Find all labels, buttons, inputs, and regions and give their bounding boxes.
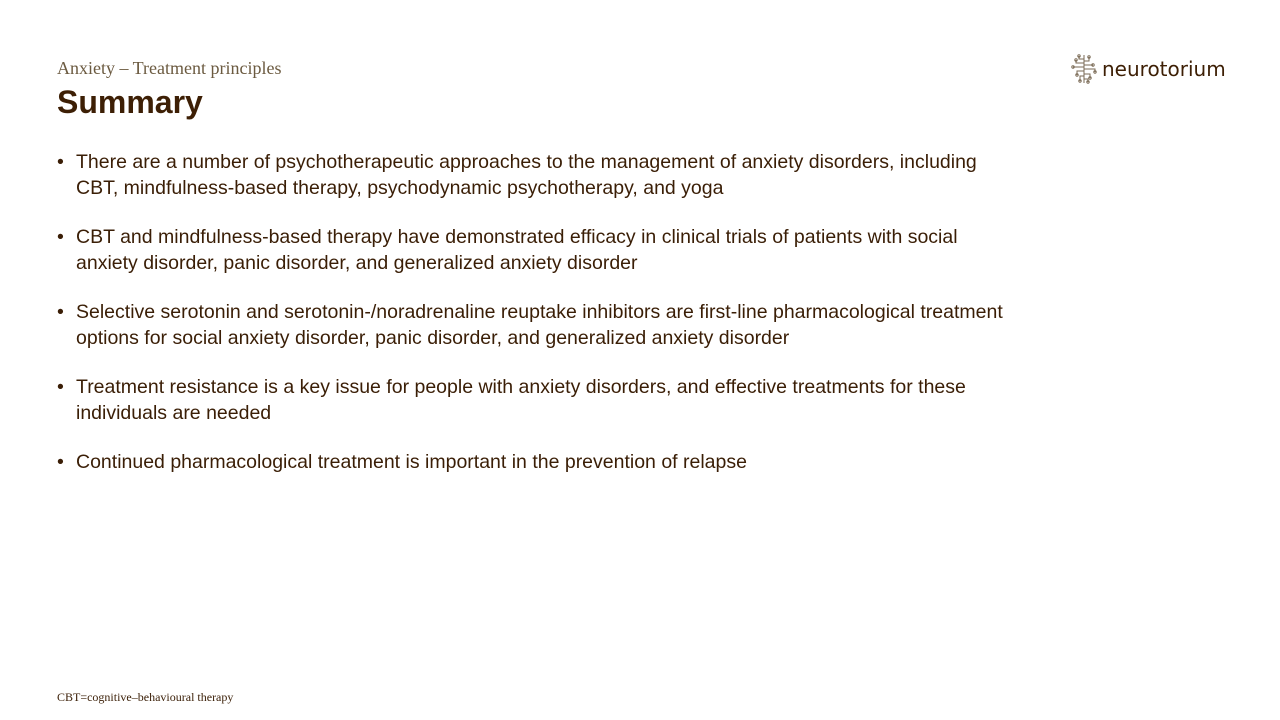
summary-bullet-list [57,150,1017,500]
bullet-text: CBT and mindfulness-based therapy have demonstrated efficacy in clinical trials of patients with social anxiety disorder, panic disorder, and generalized anxiety disorder [76,226,958,274]
neurotorium-logo [1071,53,1226,85]
slide-title: Summary [57,84,203,120]
bullet-marker: • [57,376,64,398]
list-item [57,300,1017,351]
brain-circuit-icon [1071,53,1097,85]
bullet-marker: • [57,451,64,473]
list-item [57,150,1017,201]
bullet-marker: • [57,151,64,173]
abbreviation-footnote: CBT=cognitive–behavioural therapy [57,690,234,704]
list-item [57,375,1017,426]
list-item [57,225,1017,276]
bullet-text: Selective serotonin and serotonin-/noradrenaline reuptake inhibitors are first-line pharmacological treatment options for social anxiety disorder, panic disorder, and generalized anxiety disorder [76,301,1003,349]
bullet-text: Treatment resistance is a key issue for people with anxiety disorders, and effective treatments for these individuals are needed [76,376,966,424]
logo-wordmark: neurotorium [1102,57,1226,81]
slide-subtitle: Anxiety – Treatment principles [57,58,282,78]
list-item [57,450,1017,476]
bullet-marker: • [57,301,64,323]
bullet-text: Continued pharmacological treatment is important in the prevention of relapse [76,451,747,473]
bullet-marker: • [57,226,64,248]
bullet-text: There are a number of psychotherapeutic approaches to the management of anxiety disorders, including CBT, mindfulness-based therapy, psychodynamic psychotherapy, and yoga [76,151,977,199]
